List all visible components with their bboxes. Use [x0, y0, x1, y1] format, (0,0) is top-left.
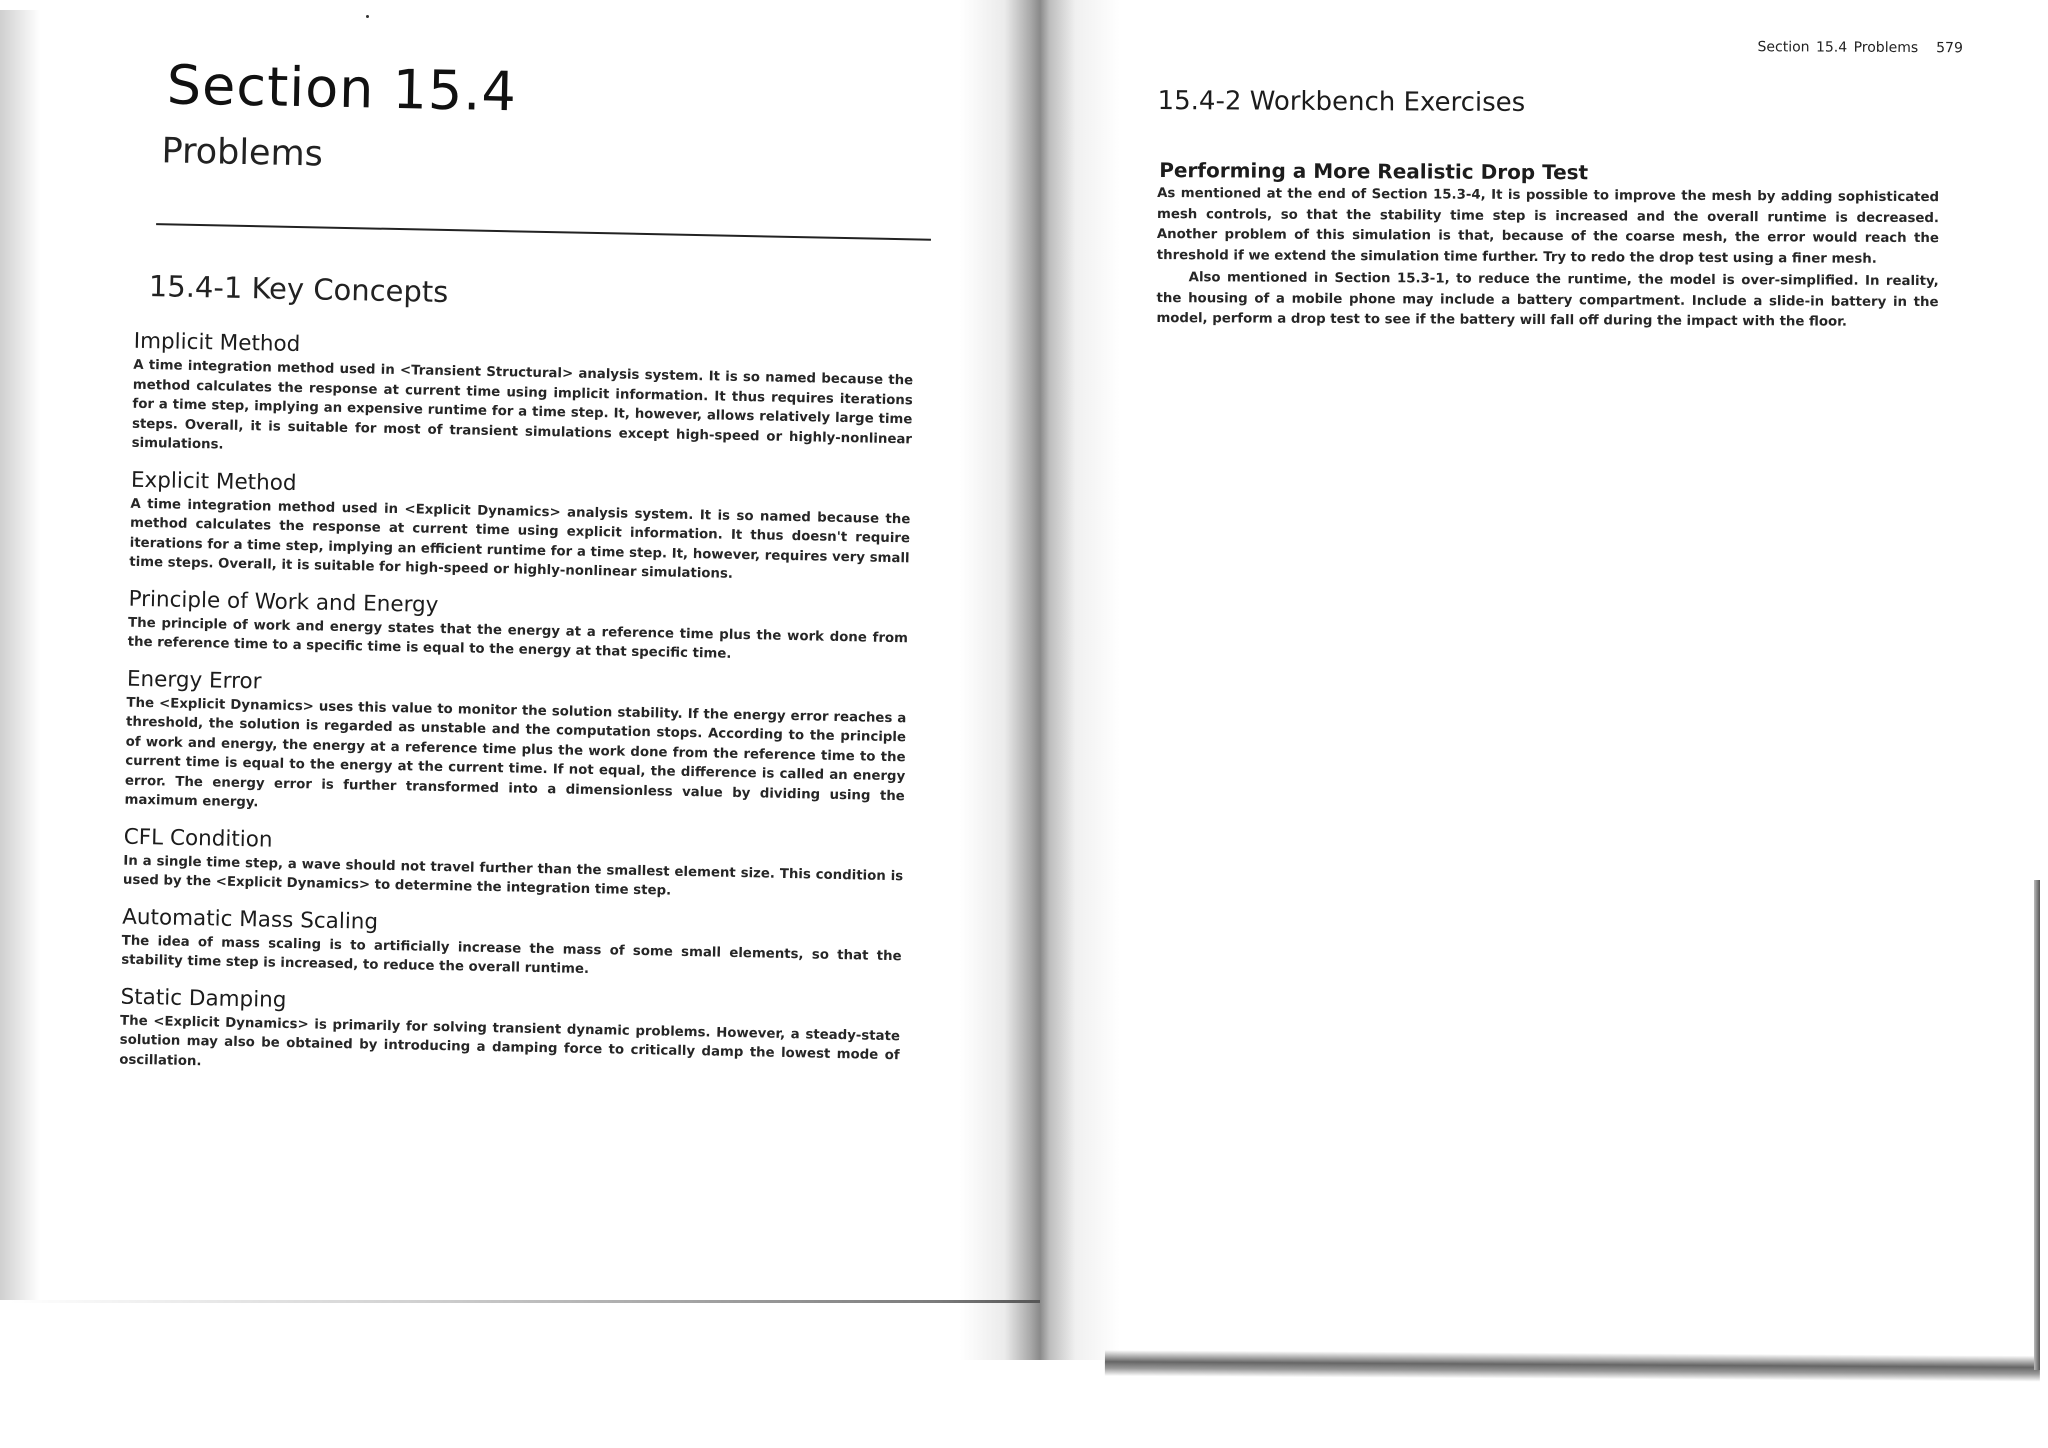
- exercise-title: Performing a More Realistic Drop Test: [1159, 158, 1589, 185]
- exercise-body: [1156, 184, 1939, 334]
- section-title: Section 15.4: [166, 53, 518, 124]
- exercises-heading: 15.4-2 Workbench Exercises: [1157, 86, 1526, 118]
- horizontal-rule: [156, 223, 931, 241]
- concept-explicit-method: [129, 467, 911, 588]
- concept-static-damping: [119, 984, 901, 1085]
- section-subtitle: Problems: [161, 131, 324, 175]
- concept-term: Implicit Method: [133, 328, 301, 358]
- concept-energy-error: [124, 666, 907, 826]
- key-concepts-heading: 15.4-1 Key Concepts: [148, 269, 449, 310]
- concept-definition: In a single time step, a wave should not travel further than the smallest element size. This condition is used by the <Explicit Dynamics> to determine the integration time step.: [122, 853, 904, 899]
- concept-term: Explicit Method: [130, 467, 297, 496]
- right-page: [1143, 24, 1963, 1328]
- right-page-bottom-edge: [1105, 1350, 2040, 1382]
- page-number: 579: [1936, 40, 1963, 57]
- concept-term: CFL Condition: [123, 824, 273, 853]
- concept-definition: A time integration method used in <Explicit Dynamics> analysis system. It is so named because the method calculates the response at current time using explicit information. It thus doesn't require iterations for a time step, implying an efficient runtime for a time step. It, however, requires very small time steps. Overall, it is suitable for high-speed or highly-nonlinear simulations.: [129, 496, 911, 582]
- concept-definition: The idea of mass scaling is to artificially increase the mass of some small elements, so that the stability time step is increased, to reduce the overall runtime.: [121, 933, 902, 978]
- concept-mass-scaling: [121, 904, 902, 986]
- concept-implicit-method: [132, 329, 914, 469]
- concept-term: Automatic Mass Scaling: [121, 904, 379, 935]
- concept-definition: A time integration method used in <Transient Structural> analysis system. It is so named because the method calculates the response at current time using implicit information. It thus requires iterations for a time step, implying an expensive runtime for a time step. It, however, allows relatively large time steps. Overall, it is suitable for most of transient simulations except high-speed or highly-nonlinear simulations.: [131, 357, 914, 453]
- right-page-side-edge: [2034, 880, 2040, 1370]
- running-head-title: Section 15.4 Problems: [1757, 39, 1919, 57]
- concept-work-and-energy: [128, 586, 909, 668]
- concept-term: Energy Error: [126, 666, 262, 694]
- concept-cfl-condition: [123, 824, 904, 906]
- left-page-edge-shadow: [0, 10, 40, 1300]
- concept-term: Static Damping: [120, 984, 287, 1013]
- concept-definition: The <Explicit Dynamics> uses this value to monitor the solution stability. If the energy error reaches a threshold, the solution is regarded as unstable and the computation stops. According to the principle of work and energy, the energy at a reference time plus the work done from the reference time to the current time is equal to the energy at the current time. If not equal, the difference is called an energy error. The energy error is further transformed into a dimensionless value by dividing using the maximum energy.: [124, 695, 907, 811]
- exercise-paragraph: As mentioned at the end of Section 15.3-4, It is possible to improve the mesh by adding sophisticated mesh controls, so that the stability time step is increased and the overall runtime is decreased. Another problem of this simulation is that, because of the coarse mesh, the error would reach the threshold if we extend the simulation time further. Try to redo the drop test using a finer mesh.: [1156, 186, 1940, 267]
- concept-term: Principle of Work and Energy: [128, 586, 439, 618]
- running-header: [1757, 39, 1962, 56]
- concept-definition: The principle of work and energy states that the energy at a reference time plus the work done from the reference time to a specific time is equal to the energy at that specific time.: [127, 615, 909, 662]
- concept-definition: The <Explicit Dynamics> is primarily for solving transient dynamic problems. However, a steady-state solution may also be obtained by introducing a damping force to critically damp the lowest mode of oscillation.: [119, 1013, 901, 1069]
- exercise-paragraph: Also mentioned in Section 15.3-1, to reduce the runtime, the model is over-simplified. In reality, the housing of a mobile phone may include a battery compartment. Include a slide-in battery in the model, perform a drop test to see if the battery will fall off during the impact with the floor.: [1156, 270, 1939, 330]
- scan-speck: [366, 15, 369, 18]
- book-gutter-shadow: [960, 0, 1120, 1360]
- left-page: [75, 30, 940, 1307]
- concept-list: [119, 329, 914, 1100]
